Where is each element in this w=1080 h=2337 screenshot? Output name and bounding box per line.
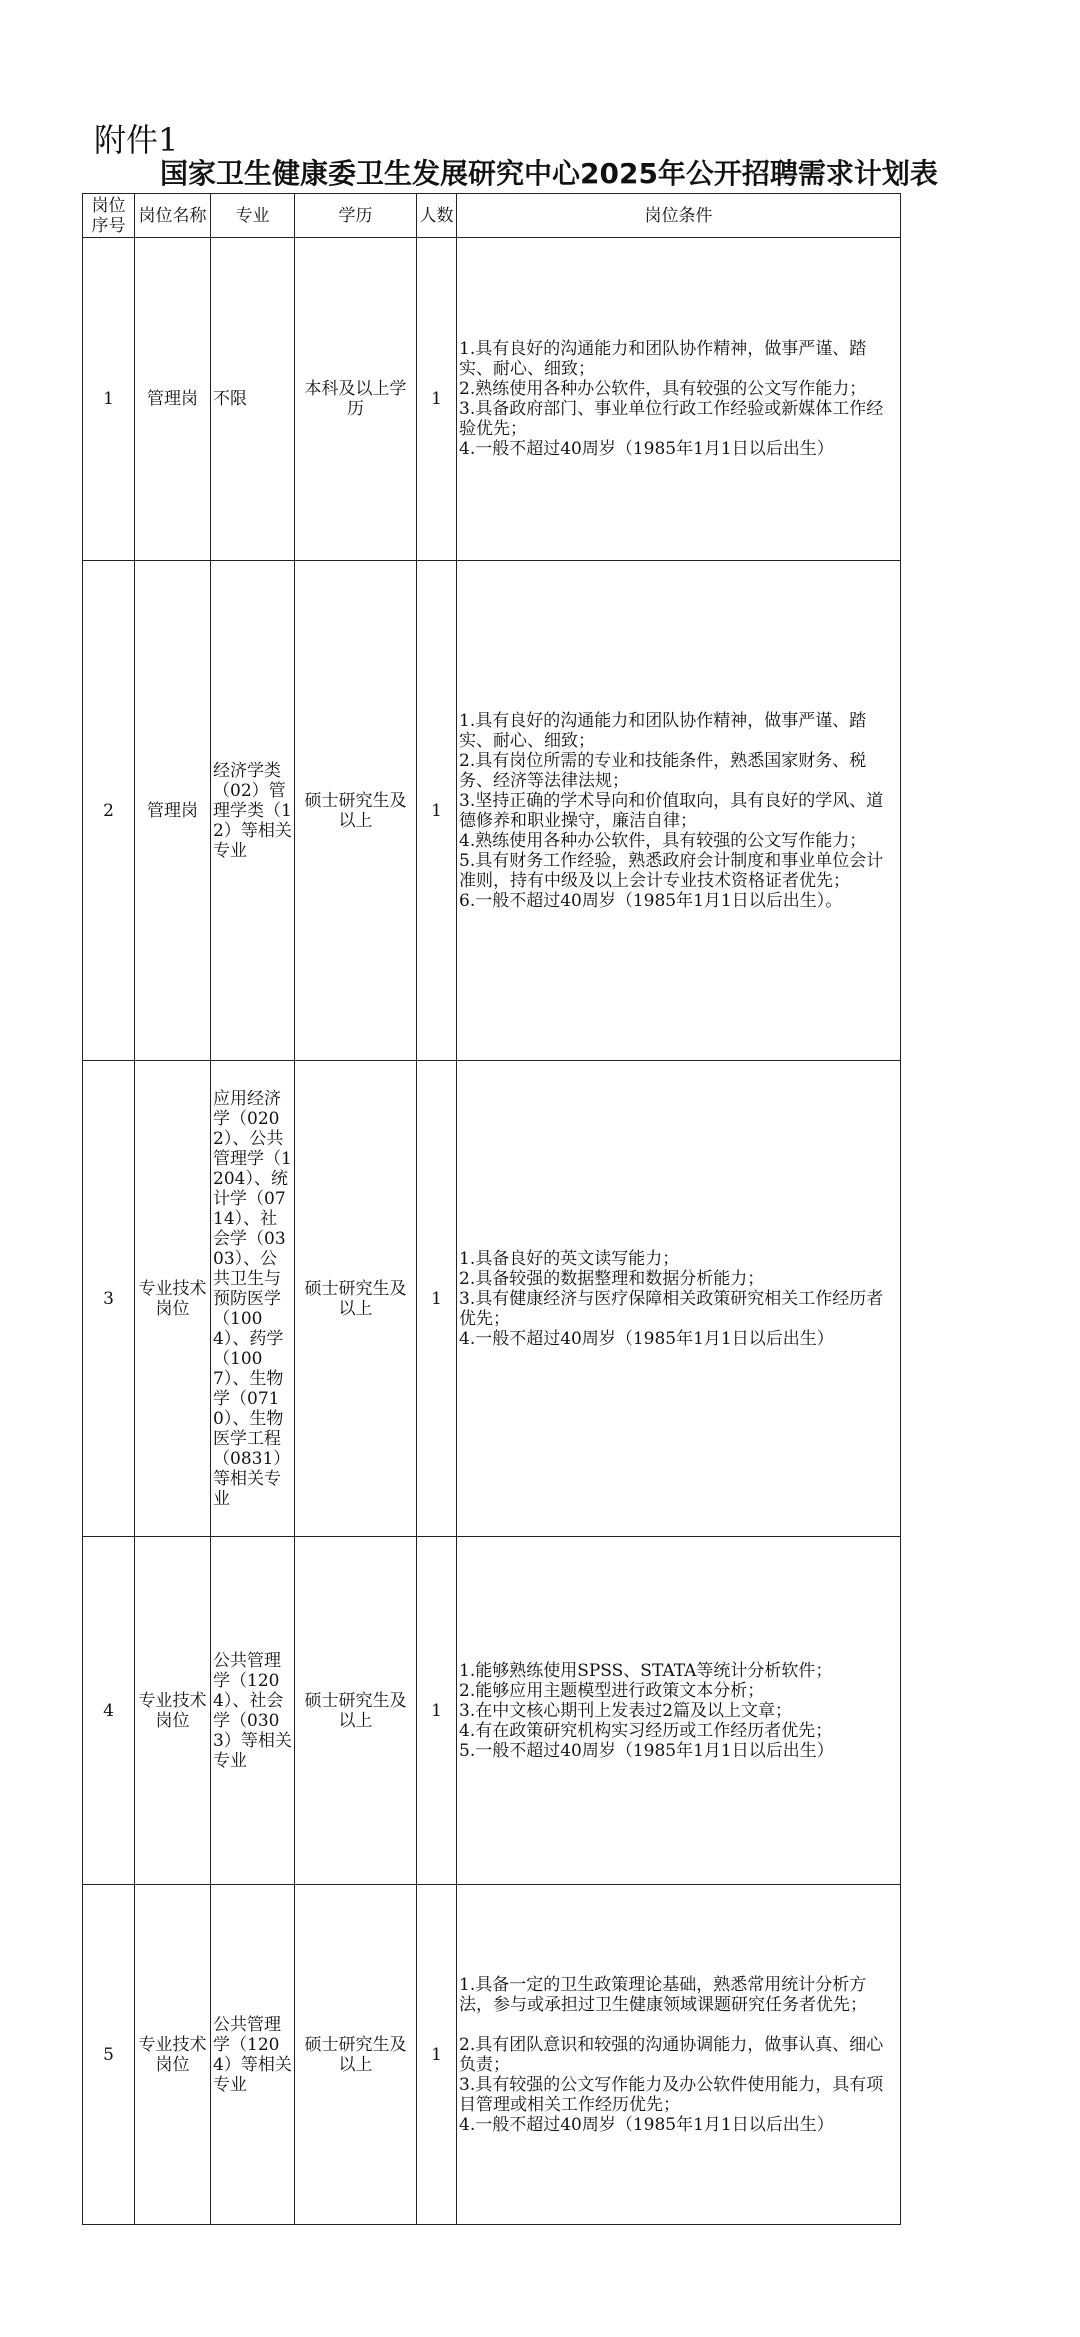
document-title: 国家卫生健康委卫生发展研究中心2025年公开招聘需求计划表 xyxy=(160,157,938,190)
condition-line: 2.能够应用主题模型进行政策文本分析； xyxy=(459,1680,765,1701)
condition-line: 1.具有良好的沟通能力和团队协作精神，做事严谨、踏实、耐心、细致； xyxy=(459,710,867,751)
row-seq: 5 xyxy=(83,1885,135,2225)
table-row xyxy=(83,1061,901,1537)
row-count: 1 xyxy=(417,1061,457,1537)
row-seq: 4 xyxy=(83,1537,135,1885)
row-conditions xyxy=(457,1885,901,2225)
table-header-row xyxy=(83,194,901,238)
condition-line: 2.具有岗位所需的专业和技能条件，熟悉国家财务、税务、经济等法律法规； xyxy=(459,750,867,791)
row-education: 硕士研究生及以上 xyxy=(295,1061,417,1537)
row-education: 硕士研究生及以上 xyxy=(295,1537,417,1885)
row-position-name: 管理岗 xyxy=(135,238,211,561)
header-education: 学历 xyxy=(295,194,417,238)
condition-line: 4.一般不超过40周岁（1985年1月1日以后出生） xyxy=(459,439,834,459)
row-position-name: 专业技术岗位 xyxy=(135,1537,211,1885)
condition-line: 2.熟练使用各种办公软件，具有较强的公文写作能力； xyxy=(459,379,867,399)
condition-line: 1.具有良好的沟通能力和团队协作精神，做事严谨、踏实、耐心、细致； xyxy=(459,339,867,379)
row-position-name: 专业技术岗位 xyxy=(135,1061,211,1537)
row-education: 硕士研究生及以上 xyxy=(295,561,417,1061)
row-education: 硕士研究生及以上 xyxy=(295,1885,417,2225)
condition-spacer xyxy=(459,2015,898,2035)
row-major: 经济学类（02）管理学类（12）等相关专业 xyxy=(211,561,295,1061)
row-count: 1 xyxy=(417,238,457,561)
header-count: 人数 xyxy=(417,194,457,238)
header-conditions: 岗位条件 xyxy=(457,194,901,238)
table-row xyxy=(83,1885,901,2225)
condition-line: 2.具备较强的数据整理和数据分析能力； xyxy=(459,1268,765,1289)
row-conditions xyxy=(457,561,901,1061)
row-count: 1 xyxy=(417,561,457,1061)
condition-line: 3.坚持正确的学术导向和价值取向，具有良好的学风、道德修养和职业操守，廉洁自律； xyxy=(459,790,884,831)
row-seq: 1 xyxy=(83,238,135,561)
table-row xyxy=(83,561,901,1061)
condition-line: 5.具有财务工作经验，熟悉政府会计制度和事业单位会计准则，持有中级及以上会计专业技术资格证者优先； xyxy=(459,850,884,891)
condition-line: 3.在中文核心期刊上发表过2篇及以上文章； xyxy=(459,1700,793,1721)
condition-line: 1.能够熟练使用SPSS、STATA等统计分析软件； xyxy=(459,1660,833,1681)
row-education: 本科及以上学历 xyxy=(295,238,417,561)
row-position-name: 管理岗 xyxy=(135,561,211,1061)
condition-line: 2.具有团队意识和较强的沟通协调能力，做事认真、细心负责； xyxy=(459,2034,884,2075)
condition-line: 4.有在政策研究机构实习经历或工作经历者优先； xyxy=(459,1720,833,1741)
row-count: 1 xyxy=(417,1885,457,2225)
row-major: 不限 xyxy=(211,238,295,561)
row-position-name: 专业技术岗位 xyxy=(135,1885,211,2225)
condition-line: 5.一般不超过40周岁（1985年1月1日以后出生） xyxy=(459,1740,834,1761)
condition-line: 3.具有健康经济与医疗保障相关政策研究相关工作经历者优先； xyxy=(459,1288,884,1329)
row-major: 公共管理学（1204）等相关专业 xyxy=(211,1885,295,2225)
row-seq: 3 xyxy=(83,1061,135,1537)
condition-line: 3.具备政府部门、事业单位行政工作经验或新媒体工作经验优先； xyxy=(459,399,884,439)
table-row xyxy=(83,238,901,561)
condition-line: 4.熟练使用各种办公软件，具有较强的公文写作能力； xyxy=(459,830,867,851)
condition-line: 4.一般不超过40周岁（1985年1月1日以后出生） xyxy=(459,2114,834,2135)
row-conditions xyxy=(457,1537,901,1885)
row-seq: 2 xyxy=(83,561,135,1061)
condition-line: 3.具有较强的公文写作能力及办公软件使用能力，具有项目管理或相关工作经历优先； xyxy=(459,2074,884,2115)
table-row xyxy=(83,1537,901,1885)
row-major: 应用经济学（0202）、公共管理学（1204）、统计学（0714）、社会学（0303）、公共卫生与预防医学（1004）、药学（1007）、生物学（0710）、生物医学工程（0831）等相关专业 xyxy=(211,1061,295,1537)
header-major: 专业 xyxy=(211,194,295,238)
attachment-label: 附件1 xyxy=(94,121,179,159)
condition-line: 4.一般不超过40周岁（1985年1月1日以后出生） xyxy=(459,1328,834,1349)
row-major: 公共管理学（1204）、社会学（0303）等相关专业 xyxy=(211,1537,295,1885)
header-name: 岗位名称 xyxy=(135,194,211,238)
header-seq: 岗位序号 xyxy=(83,194,135,238)
row-count: 1 xyxy=(417,1537,457,1885)
row-conditions xyxy=(457,1061,901,1537)
condition-line: 6.一般不超过40周岁（1985年1月1日以后出生）。 xyxy=(459,890,843,911)
row-conditions xyxy=(457,238,901,561)
recruitment-plan-table xyxy=(82,193,901,2225)
condition-line: 1.具备良好的英文读写能力； xyxy=(459,1248,680,1269)
condition-line: 1.具备一定的卫生政策理论基础，熟悉常用统计分析方法，参与或承担过卫生健康领域课题研究任务者优先； xyxy=(459,1974,867,2015)
